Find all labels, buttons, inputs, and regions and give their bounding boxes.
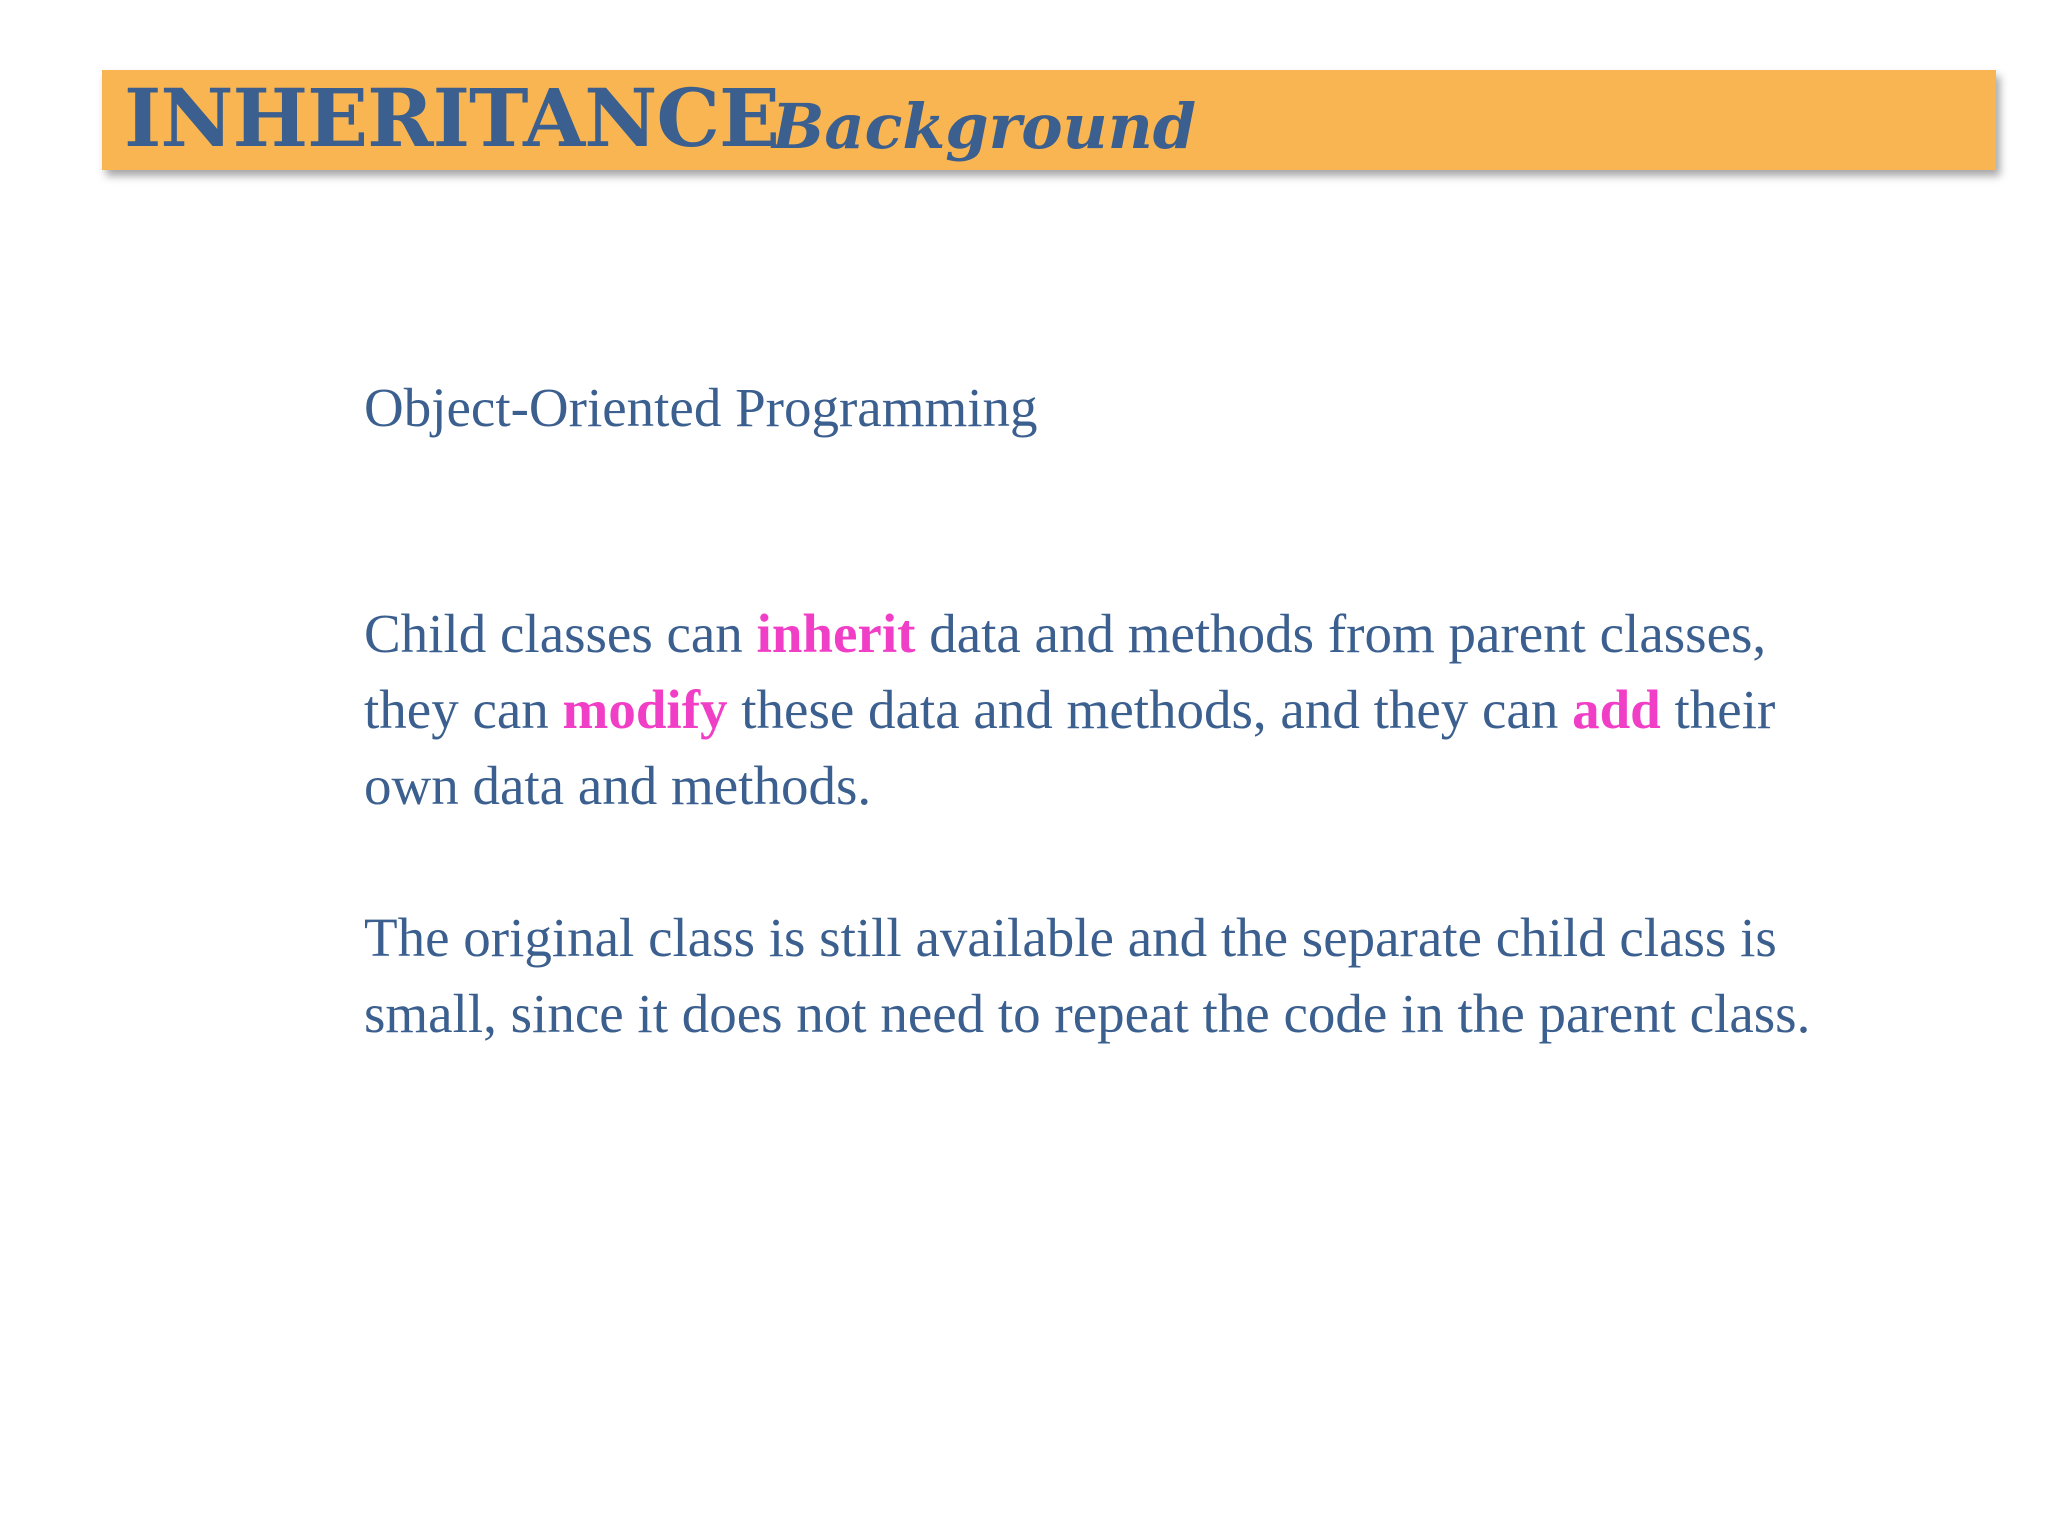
slide-content [364,370,1844,1052]
slide-subtitle: Background [772,90,1197,163]
paragraph-text: Child classes can [364,603,757,664]
highlight-inherit: inherit [756,603,916,664]
paragraph-inheritance [364,596,1844,824]
highlight-add: add [1572,679,1661,740]
section-heading: Object-Oriented Programming [364,377,1038,438]
paragraph-text: these data and methods, and they can [727,679,1573,740]
highlight-modify: modify [562,679,728,740]
paragraph-original-class: The original class is still available and the separate child class is small, since it does not need to repeat the code in the parent class. [364,907,1811,1044]
paragraph-text: their own data and methods. [364,679,1776,816]
slide-title: INHERITANCE [124,71,780,165]
paragraph-text: data and methods from parent classes, they can [364,603,1767,740]
